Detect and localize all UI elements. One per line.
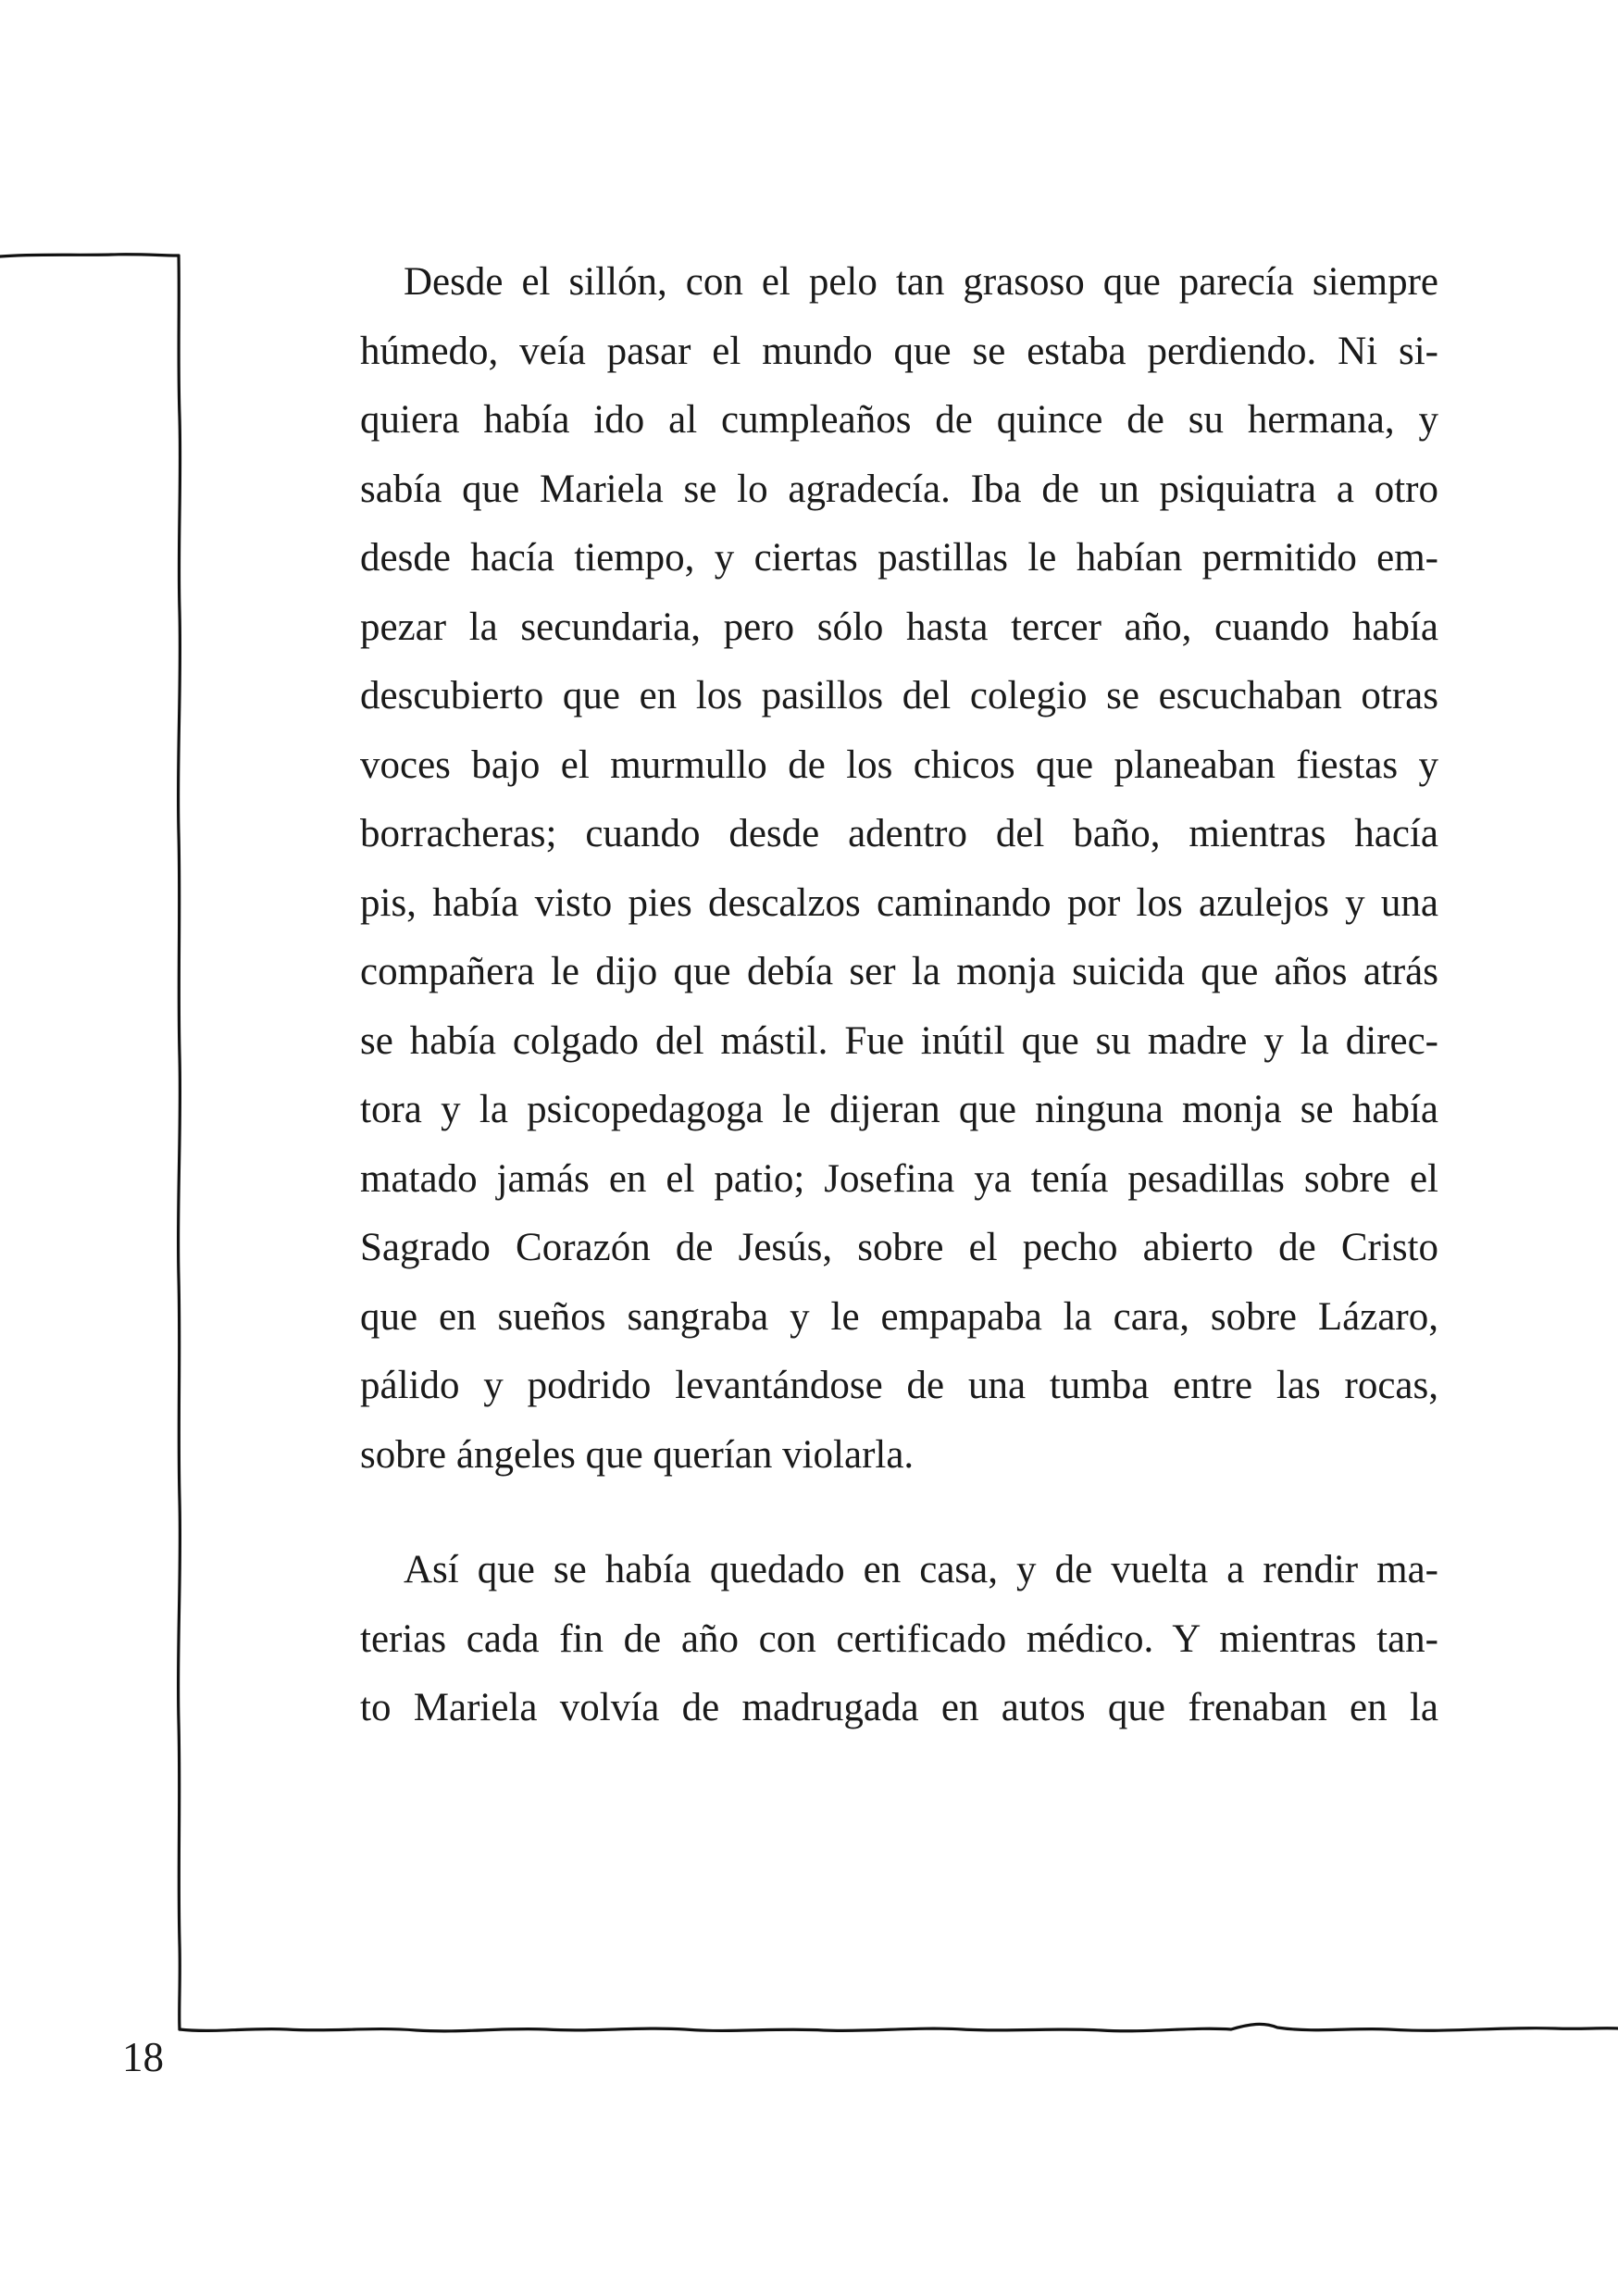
text-line: tora y la psicopedagoga le dijeran que ninguna monja se había (360, 1088, 1438, 1131)
page-number: 18 (122, 2034, 164, 2080)
text-line: se había colgado del mástil. Fue inútil que su madre y la direc- (360, 1018, 1438, 1063)
text-line: compañera le dijo que debía ser la monja suicida que años atrás (360, 950, 1438, 993)
text-line: que en sueños sangraba y le empapaba la cara, sobre Lázaro, (360, 1294, 1438, 1339)
text-line: Así que se había quedado en casa, y de vuelta a rendir ma- (404, 1548, 1438, 1591)
text-line: matado jamás en el patio; Josefina ya tenía pesadillas sobre el (360, 1156, 1438, 1201)
text-line: húmedo, veía pasar el mundo que se estaba perdiendo. Ni si- (360, 329, 1438, 373)
paragraph-1 (360, 248, 1438, 1490)
body-text (360, 248, 1438, 1743)
text-line: pis, había visto pies descalzos caminando por los azulejos y una (360, 880, 1438, 925)
paragraph-2 (360, 1536, 1438, 1743)
text-line: to Mariela volvía de madrugada en autos que frenaban en la (360, 1686, 1438, 1729)
text-line: Sagrado Corazón de Jesús, sobre el pecho abierto de Cristo (360, 1226, 1438, 1269)
text-line: pezar la secundaria, pero sólo hasta tercer año, cuando había (360, 605, 1438, 649)
frame-bottom-line (180, 2024, 1618, 2030)
text-line: sobre ángeles que querían violarla. (360, 1432, 915, 1477)
text-line: Desde el sillón, con el pelo tan grasoso que parecía siempre (404, 260, 1438, 304)
text-line: quiera había ido al cumpleaños de quince de su hermana, y (360, 398, 1438, 442)
frame-top-line (0, 255, 179, 256)
text-line: desde hacía tiempo, y ciertas pastillas le habían permitido em- (360, 536, 1438, 580)
text-line: terias cada fin de año con certificado médico. Y mientras tan- (360, 1616, 1438, 1661)
text-line: descubierto que en los pasillos del colegio se escuchaban otras (360, 674, 1438, 718)
frame-left-line (179, 256, 180, 2029)
paragraph-gap (360, 1490, 1438, 1536)
text-line: voces bajo el murmullo de los chicos que planeaban fiestas y (360, 742, 1438, 787)
text-line: pálido y podrido levantándose de una tumba entre las rocas, (360, 1364, 1438, 1407)
text-line: sabía que Mariela se lo agradecía. Iba de un psiquiatra a otro (360, 467, 1438, 511)
text-line: borracheras; cuando desde adentro del baño, mientras hacía (360, 812, 1438, 855)
